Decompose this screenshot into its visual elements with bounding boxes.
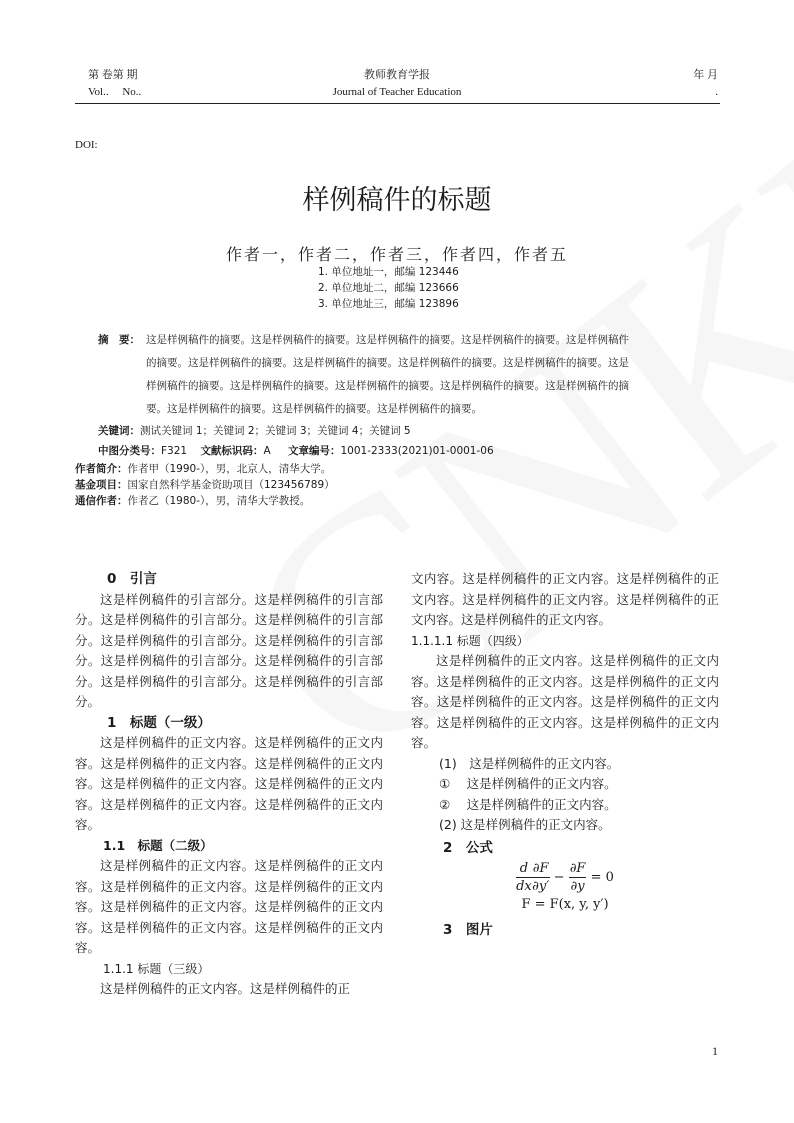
list-item: ② 这是样例稿件的正文内容。 xyxy=(439,796,617,812)
affiliation-3: 3. 单位地址三，邮编 123896 xyxy=(318,298,459,310)
abstract-label: 摘 要： xyxy=(98,334,140,346)
clc-value: F321 xyxy=(161,445,188,457)
date-en: . xyxy=(715,86,718,98)
section-1-1-1-paragraph: 这是样例稿件的正文内容。这是样例稿件的正 xyxy=(100,981,351,996)
eq-dyp: ∂y′ xyxy=(532,879,550,894)
volume-cn: 第 卷第 期 xyxy=(88,69,138,81)
fund-value: 国家自然科学基金资助项目（123456789） xyxy=(127,479,335,491)
equation-1 xyxy=(411,860,719,895)
clc-label: 中图分类号： xyxy=(98,445,161,457)
abstract-line: 这是样例稿件的摘要。这是样例稿件的摘要。这是样例稿件的摘要。这是样例稿件的摘要。这是样例稿件 xyxy=(146,334,629,346)
classification-row xyxy=(98,443,494,458)
eq-dF2: ∂F xyxy=(569,861,586,876)
abstract-line: 样例稿件的摘要。这是样例稿件的摘要。这是样例稿件的摘要。这是样例稿件的摘要。这是样例稿件的摘 xyxy=(146,380,629,392)
article-number-value: 1001-2333(2021)01-0001-06 xyxy=(340,445,494,457)
fund xyxy=(75,477,335,492)
article-number-label: 文章编号： xyxy=(287,445,341,457)
eq-rhs: = 0 xyxy=(586,870,614,885)
header-rule xyxy=(75,103,720,104)
section-2-title: 2 公式 xyxy=(443,839,493,856)
doc-code-value: A xyxy=(263,445,271,457)
journal-name-en: Journal of Teacher Education xyxy=(332,86,462,98)
author-intro-label: 作者简介： xyxy=(75,463,128,475)
date-cn: 年 月 xyxy=(693,69,718,81)
corresponding-value: 作者乙（1980-），男，清华大学教授。 xyxy=(127,495,311,507)
section-1-1-paragraph: 这是样例稿件的正文内容。这是样例稿件的正文内容。这是样例稿件的正文内容。这是样例稿件的正文内容。这是样例稿件的正文内容。这是样例稿件的正文内容。这是样例稿件的正文内容。这是样例稿件的正文内容。 xyxy=(75,858,383,955)
corresponding-author xyxy=(75,493,310,508)
section-1-title: 1 标题（一级） xyxy=(107,714,211,731)
abstract-line: 的摘要。这是样例稿件的摘要。这是样例稿件的摘要。这是样例稿件的摘要。这是样例稿件的摘要。这是 xyxy=(146,357,629,369)
section-1-1-title: 1.1 标题（二级） xyxy=(103,837,213,853)
list-item: (1) 这是样例稿件的正文内容。 xyxy=(439,755,620,771)
equation-2: F = F(x, y, y′) xyxy=(521,897,609,912)
eq-minus: − xyxy=(549,870,569,885)
eq-dx: dx xyxy=(516,879,532,894)
eq-d: d xyxy=(516,860,532,878)
journal-name-cn: 教师教育学报 xyxy=(364,69,430,81)
left-column xyxy=(75,569,383,1000)
affiliation-1: 1. 单位地址一，邮编 123446 xyxy=(318,266,459,278)
section-0-title: 0 引言 xyxy=(107,571,157,587)
author-intro-value: 作者甲（1990-），男，北京人，清华大学。 xyxy=(127,463,332,475)
volume-en: Vol.. No.. xyxy=(88,86,142,98)
fund-label: 基金项目： xyxy=(75,479,128,491)
page-title: 样例稿件的标题 xyxy=(302,185,492,216)
abstract-line: 要。这是样例稿件的摘要。这是样例稿件的摘要。这是样例稿件的摘要。 xyxy=(146,403,482,415)
list-item: ① 这是样例稿件的正文内容。 xyxy=(439,776,617,791)
section-3-title: 3 图片 xyxy=(443,921,493,938)
section-1-1-1-title: 1.1.1 标题（三级） xyxy=(103,961,210,976)
affiliation-2: 2. 单位地址二，邮编 123666 xyxy=(318,282,459,294)
continued-paragraph: 文内容。这是样例稿件的正文内容。这是样例稿件的正文内容。这是样例稿件的正文内容。这是样例稿件的正文内容。这是样例稿件的正文内容。 xyxy=(411,571,719,627)
author-intro xyxy=(75,461,331,476)
eq-dF1: ∂F xyxy=(532,861,549,876)
section-1-paragraph: 这是样例稿件的正文内容。这是样例稿件的正文内容。这是样例稿件的正文内容。这是样例稿件的正文内容。这是样例稿件的正文内容。这是样例稿件的正文内容。这是样例稿件的正文内容。这是样例稿件的正文内容。 xyxy=(75,735,383,832)
section-1-1-1-1-title: 1.1.1.1 标题（四级） xyxy=(411,633,529,648)
page-number: 1 xyxy=(712,1044,718,1058)
eq-dy: ∂y xyxy=(570,879,585,894)
section-0-paragraph: 这是样例稿件的引言部分。这是样例稿件的引言部分。这是样例稿件的引言部分。这是样例稿件的引言部分。这是样例稿件的引言部分。这是样例稿件的引言部分。这是样例稿件的引言部分。这是样例稿件的引言部分。这是样例稿件的引言部分。这是样例稿件的引言部分。 xyxy=(75,591,383,709)
authors: 作者一，作者二，作者三，作者四，作者五 xyxy=(225,245,568,264)
corresponding-label: 通信作者： xyxy=(75,495,128,507)
keywords-value: 测试关键词 1；关键词 2；关键词 3；关键词 4；关键词 5 xyxy=(140,425,411,437)
section-1-1-1-1-paragraph: 这是样例稿件的正文内容。这是样例稿件的正文内容。这是样例稿件的正文内容。这是样例稿件的正文内容。这是样例稿件的正文内容。这是样例稿件的正文内容。这是样例稿件的正文内容。这是样例稿件的正文内容。 xyxy=(411,653,719,750)
list-item: (2) 这是样例稿件的正文内容。 xyxy=(439,817,611,832)
affiliations xyxy=(318,264,459,312)
keywords-label: 关键词： xyxy=(98,425,140,437)
doi: DOI: xyxy=(75,139,98,151)
abstract-body xyxy=(146,329,706,421)
right-column xyxy=(411,569,719,940)
doc-code-label: 文献标识码： xyxy=(200,445,264,457)
keywords xyxy=(98,423,411,438)
